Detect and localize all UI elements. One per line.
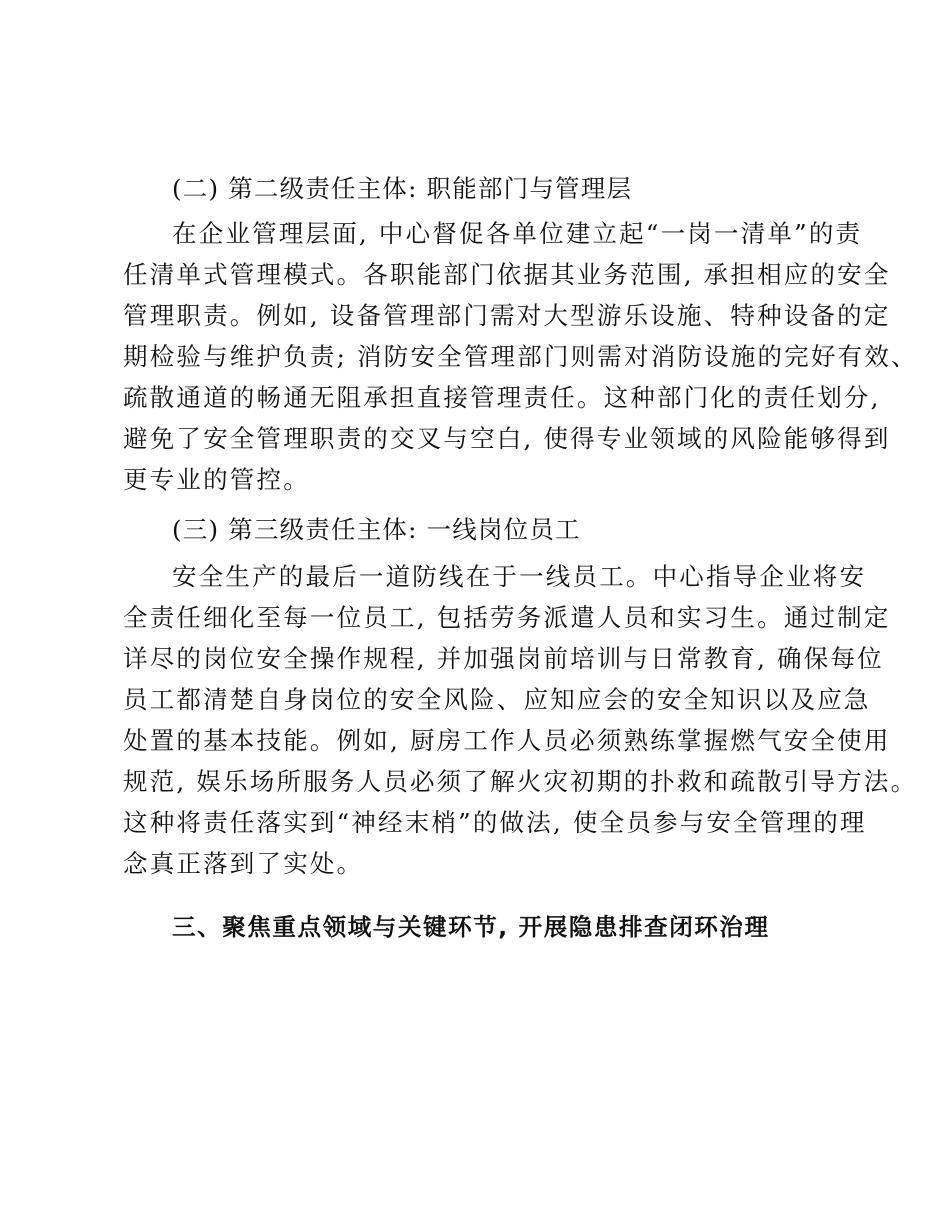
paragraph-line: 在企业管理层面, 中心督促各单位建立起“一岗一清单”的责 xyxy=(172,219,863,248)
paragraph-line: 更专业的管控。 xyxy=(123,465,310,494)
section-heading-three: 三、聚焦重点领域与关键环节, 开展隐患排查闭环治理 xyxy=(172,913,770,941)
paragraph-line: 避免了安全管理职责的交叉与空白, 使得专业领域的风险能够得到 xyxy=(123,424,891,453)
subheading-second-level: (二) 第二级责任主体: 职能部门与管理层 xyxy=(172,174,633,203)
subheading-third-level: (三) 第三级责任主体: 一线岗位员工 xyxy=(172,515,581,544)
paragraph-line: 管理职责。例如, 设备管理部门需对大型游乐设施、特种设备的定 xyxy=(123,301,891,330)
paragraph-line: 处置的基本技能。例如, 厨房工作人员必须熟练掌握燃气安全使用 xyxy=(123,726,891,755)
paragraph-line: 详尽的岗位安全操作规程, 并加强岗前培训与日常教育, 确保每位 xyxy=(123,644,884,673)
paragraph-line: 任清单式管理模式。各职能部门依据其业务范围, 承担相应的安全 xyxy=(123,260,891,289)
paragraph-line: 安全生产的最后一道防线在于一线员工。中心指导企业将安 xyxy=(172,562,867,591)
paragraph-line: 全责任细化至每一位员工, 包括劳务派遣人员和实习生。通过制定 xyxy=(123,603,891,632)
paragraph-line: 员工都清楚自身岗位的安全风险、应知应会的安全知识以及应急 xyxy=(123,685,871,714)
paragraph-line: 疏散通道的畅通无阻承担直接管理责任。这种部门化的责任划分, xyxy=(123,383,881,412)
paragraph-line: 念真正落到了实处。 xyxy=(123,849,364,878)
paragraph-line: 期检验与维护负责; 消防安全管理部门则需对消防设施的完好有效、 xyxy=(123,342,918,371)
paragraph-line: 规范, 娱乐场所服务人员必须了解火灾初期的扑救和疏散引导方法。 xyxy=(123,767,918,796)
paragraph-line: 这种将责任落实到“神经末梢”的做法, 使全员参与安全管理的理 xyxy=(123,808,867,837)
